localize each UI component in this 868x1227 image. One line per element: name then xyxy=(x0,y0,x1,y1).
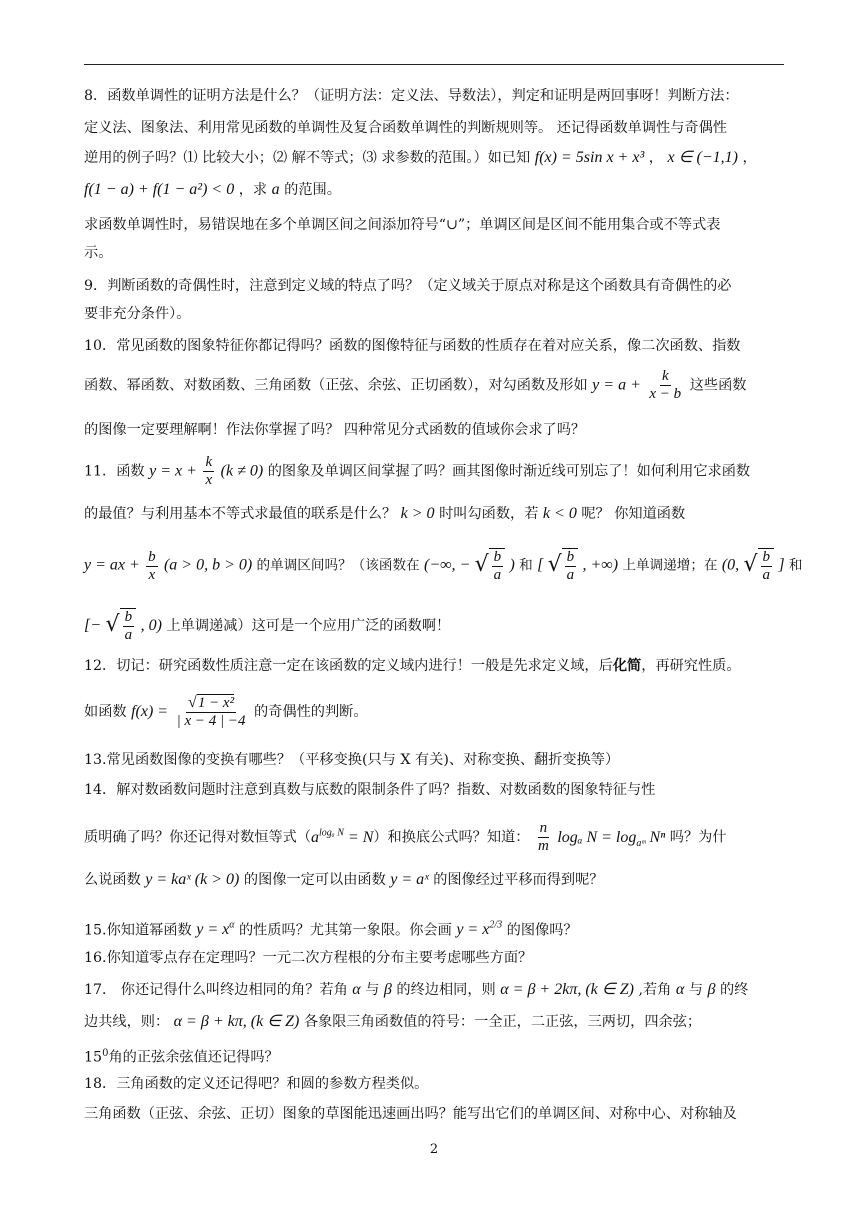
text-span: 的奇偶性的判断。 xyxy=(254,704,368,720)
text-line xyxy=(84,916,794,940)
math-expression: x ∈ (−1,1) xyxy=(667,149,738,166)
fraction-numerator: n xyxy=(539,820,548,836)
math-expression: logₐ $N = \log_{aᵐ} N^n$ xyxy=(557,828,666,849)
text-span: 的范围。 xyxy=(284,182,341,198)
text-span: ， xyxy=(648,150,663,166)
fraction xyxy=(175,694,248,730)
text-span: 的图象及单调区间掌握了吗？画其图像时渐近线可别忘了！如何利用它求函数 xyxy=(267,463,751,480)
math-expression: α = β + kπ, (k ∈ Z) xyxy=(173,1013,300,1030)
math-expression: ) xyxy=(509,556,515,574)
text-line xyxy=(84,148,794,168)
fraction-denominator: a xyxy=(493,567,502,583)
text-span: 的最值？与利用基本不等式求最值的联系是什么？ xyxy=(84,506,397,522)
math-expression: y = ax + xyxy=(84,556,140,574)
text-span: 与 xyxy=(688,982,703,998)
math-expression: a xyxy=(271,181,280,198)
fraction xyxy=(565,549,577,584)
text-span: 这些函数 xyxy=(689,377,747,394)
text-line xyxy=(84,820,794,855)
fraction-denominator: a xyxy=(124,627,133,643)
text-line: 10．常见函数的图象特征你都记得吗？函数的图像特征与函数的性质存在着对应关系，像二次函数、指数 xyxy=(84,338,741,354)
math-expression: f(1 − a) + f(1 − a²) < 0 xyxy=(84,181,235,198)
text-span: 逆用的例子吗？⑴ 比较大小；⑵ 解不等式；⑶ 求参数的范围。）如已知 xyxy=(84,150,531,166)
fraction-denominator: x xyxy=(205,472,213,488)
text-line xyxy=(84,504,794,524)
header-rule xyxy=(84,64,784,65)
radical-sign: √ xyxy=(474,552,489,577)
math-expression: , +∞) xyxy=(582,556,619,574)
text-line xyxy=(84,1044,794,1068)
radical-sign: √ xyxy=(105,612,120,637)
fraction xyxy=(203,454,214,489)
text-span: 的终 xyxy=(719,982,749,998)
fraction xyxy=(123,609,135,644)
text-span: ）和换底公式吗？知道： xyxy=(373,829,530,846)
text-span: 的性质吗？尤其第一象限。你会画 xyxy=(238,922,452,939)
math-expression: [ xyxy=(537,556,544,574)
radical-sign: √ xyxy=(743,552,758,577)
text-span: ，再研究性质。 xyxy=(641,658,741,674)
math-expression: k < 0 xyxy=(542,505,577,522)
math-expression: β xyxy=(707,981,716,998)
superscript: 0 xyxy=(102,1048,109,1059)
text-span: ， xyxy=(742,150,757,166)
text-span: 函数、幂函数、对数函数、三角函数（正弦、余弦、正切函数），对勾函数及形如 xyxy=(84,377,588,394)
text-line xyxy=(84,1012,794,1032)
text-span: 各象限三角函数值的符号：一全正，二正弦，三两切，四余弦； xyxy=(303,1014,702,1030)
text-line xyxy=(84,980,794,1000)
text-span: 上单调递减）这可是一个应用广泛的函数啊！ xyxy=(166,618,451,634)
text-line xyxy=(84,548,803,584)
text-line: 要非充分条件）。 xyxy=(84,306,191,322)
text-span: 的单调区间吗？（该函数在 xyxy=(256,557,420,574)
text-span: 17． 你还记得什么叫终边相同的角？若角 xyxy=(84,982,348,998)
square-root xyxy=(106,608,137,644)
fraction-denominator: x − b xyxy=(649,386,682,402)
text-line xyxy=(84,870,794,890)
fraction xyxy=(761,549,773,584)
square-root xyxy=(548,548,579,584)
fraction-denominator: x xyxy=(148,566,156,583)
text-line xyxy=(84,694,794,730)
bold-text: 化简 xyxy=(612,658,642,674)
math-expression: f(x) = 5sin x + x³ xyxy=(534,149,645,166)
fraction-numerator: b xyxy=(124,609,133,625)
radical-sign: √ xyxy=(547,552,562,577)
text-line xyxy=(84,656,794,676)
fraction-numerator: k xyxy=(205,454,213,470)
text-span: 15.你知道幂函数 xyxy=(84,922,192,939)
text-line: 定义法、图象法、利用常见函数的单调性及复合函数单调性的判断规则等。 还记得函数单调性与奇偶性 xyxy=(84,120,727,136)
text-span: 和 xyxy=(788,557,803,574)
fraction-denominator: a xyxy=(566,567,575,583)
math-expression: y = aˣ xyxy=(390,871,429,888)
math-expression: β xyxy=(383,981,392,998)
math-expression: ] xyxy=(778,556,785,574)
text-line xyxy=(84,608,794,644)
square-root xyxy=(475,548,506,584)
math-expression: (k ≠ 0) xyxy=(220,462,264,480)
text-span: 的图像经过平移而得到呢？ xyxy=(433,872,604,888)
fraction xyxy=(146,549,158,584)
math-expression: f(x) = xyxy=(131,703,169,720)
text-span: 的图像一定可以由函数 xyxy=(243,872,386,888)
text-line: 示。 xyxy=(84,245,113,261)
math-expression: (0, xyxy=(721,556,740,574)
text-line: 的图像一定要理解啊！作法你掌握了吗？ 四种常见分式函数的值域你会求了吗？ xyxy=(84,422,586,438)
math-expression: $y = x^\alpha$ xyxy=(196,920,235,939)
text-span: 和 xyxy=(519,557,533,574)
math-expression: y = x + xyxy=(149,462,197,480)
fraction xyxy=(536,820,551,855)
text-span: 如函数 xyxy=(84,704,127,720)
fraction-numerator: b xyxy=(762,549,771,565)
text-line: 三角函数（正弦、余弦、正切）图象的草图能迅速画出吗？能写出它们的单调区间、对称中心、对称轴及 xyxy=(84,1106,737,1122)
text-line: 8．函数单调性的证明方法是什么？（证明方法：定义法、导数法），判定和证明是两回事呀！判断方法： xyxy=(84,88,739,104)
fraction-denominator: a xyxy=(762,567,771,583)
square-root xyxy=(744,548,775,584)
fraction-numerator: b xyxy=(566,549,575,565)
text-span: 12．切记：研究函数性质注意一定在该函数的定义域内进行！一般是先求定义域，后 xyxy=(84,658,613,674)
text-span: 角的正弦余弦值还记得吗？ xyxy=(108,1049,279,1066)
text-span: 与 xyxy=(365,982,380,998)
text-line xyxy=(84,180,794,200)
page-number: 2 xyxy=(429,1142,439,1157)
math-expression: [− xyxy=(84,617,102,634)
text-line: 9．判断函数的奇偶性时，注意到定义域的特点了吗？（定义域关于原点对称是这个函数具有奇偶性的必 xyxy=(84,278,732,294)
fraction xyxy=(492,549,504,584)
radicand xyxy=(120,608,137,644)
math-expression: α xyxy=(352,981,361,998)
text-span: 么说函数 xyxy=(84,872,141,888)
text-line: 16.你知道零点存在定理吗？一元二次方程根的分布主要考虑哪些方面？ xyxy=(84,950,533,966)
radical-sign: √ xyxy=(188,694,197,711)
text-line: 求函数单调性时，易错误地在多个单调区间之间添加符号“∪”；单调区间是区间不能用集合或不等式表 xyxy=(84,217,721,233)
fraction-denominator: m xyxy=(537,838,549,854)
radicand xyxy=(489,548,506,584)
text-span: ,若角 xyxy=(638,982,672,998)
math-expression: $a^{log_a N} = N$ xyxy=(311,827,374,846)
math-expression: y = a + xyxy=(592,376,641,394)
text-line: 18．三角函数的定义还记得吧？和圆的参数方程类似。 xyxy=(84,1076,429,1092)
fraction-numerator: b xyxy=(493,549,502,565)
math-expression: $y = x^{2/3}$ xyxy=(456,920,503,939)
math-expression: α = β + 2kπ, (k ∈ Z) xyxy=(500,981,634,998)
math-expression: (−∞, − xyxy=(423,556,471,574)
text-span: ，求 xyxy=(238,182,268,198)
text-span: 边共线，则： xyxy=(84,1014,170,1030)
text-span: 上单调递增；在 xyxy=(622,557,718,574)
text-line: 14．解对数函数问题时注意到真数与底数的限制条件了吗？指数、对数函数的图象特征与性 xyxy=(84,782,656,798)
text-span: 15 xyxy=(84,1049,103,1066)
text-span: 11．函数 xyxy=(84,463,145,480)
fraction-denominator: | x − 4 | −4 xyxy=(176,713,246,729)
text-span: 的图像吗？ xyxy=(506,922,578,939)
text-span: 吗？为什 xyxy=(669,829,727,846)
text-line: 13.常见函数图像的变换有哪些？（平移变换(只与 X 有关)、对称变换、翻折变换等） xyxy=(84,752,620,768)
math-expression: y = kaˣ (k > 0) xyxy=(145,871,240,888)
fraction-numerator: b xyxy=(148,548,156,565)
text-span: 的终边相同，则 xyxy=(396,982,496,998)
fraction xyxy=(647,368,683,403)
text-line xyxy=(84,454,794,489)
text-line xyxy=(84,368,794,403)
square-root xyxy=(188,694,234,712)
math-expression: k > 0 xyxy=(400,505,435,522)
text-span: 质明确了吗？你还记得对数恒等式（ xyxy=(84,829,312,846)
text-span: 呢？ 你知道函数 xyxy=(581,506,686,522)
math-expression: α xyxy=(675,981,685,998)
math-expression: (a > 0, b > 0) xyxy=(163,556,253,574)
math-expression: , 0) xyxy=(140,617,162,634)
radicand xyxy=(562,548,579,584)
fraction-numerator: k xyxy=(661,368,669,384)
radicand xyxy=(758,548,775,584)
fraction-numerator xyxy=(186,694,236,713)
text-span: 时叫勾函数，若 xyxy=(439,506,539,522)
radicand: 1 − x² xyxy=(197,695,235,711)
